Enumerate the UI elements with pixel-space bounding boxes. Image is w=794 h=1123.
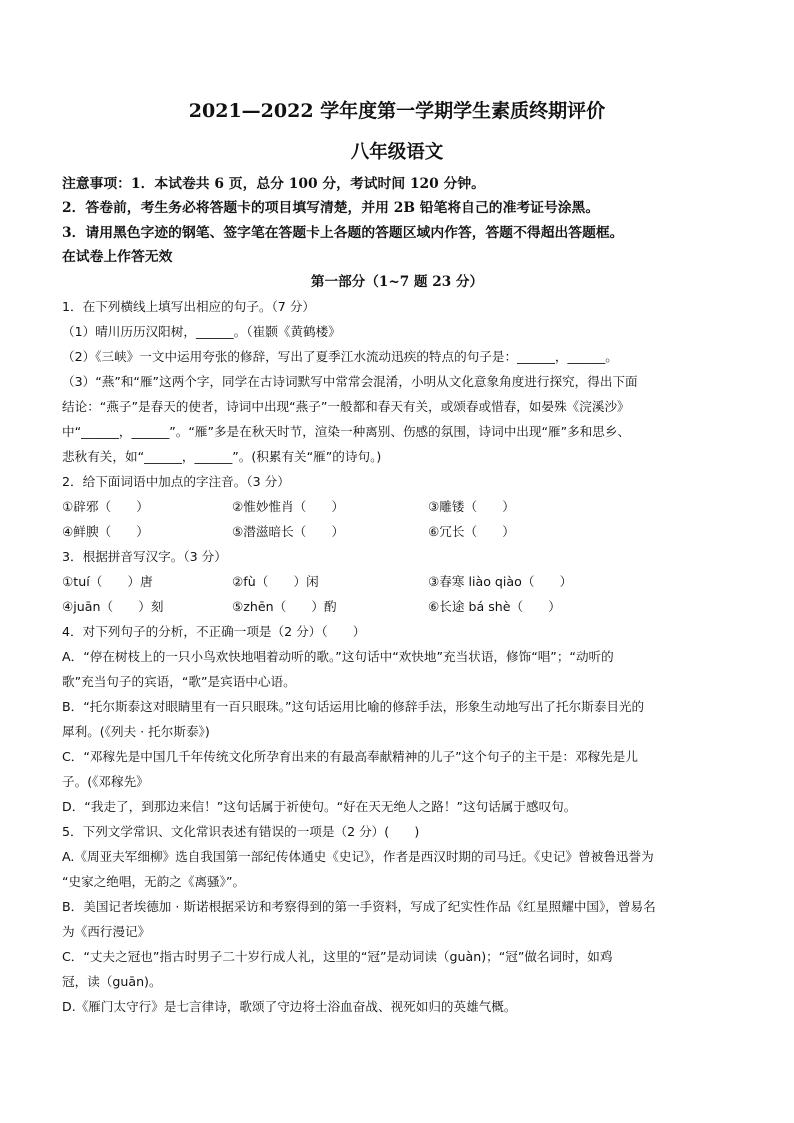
q4-option-a-line2: 歌”充当句子的宾语，“歌”是宾语中心语。	[62, 674, 296, 689]
q2-option: ⑥冗长（ ）	[428, 524, 515, 539]
q3-stem: 3．根据拼音写汉字。（3 分）	[62, 549, 227, 564]
q1-part3-line4: 悲秋有关，如“______，______”。(积累有关“雁”的诗句。)	[62, 449, 382, 464]
q4-option-d: D．“我走了，到那边来信！”这句话属于祈使句。“好在天无绝人之路！”这句话属于感叹句。	[62, 799, 577, 814]
q4-option-b-line1: B．“托尔斯泰这对眼睛里有一百只眼珠。”这句话运用比喻的修辞手法，形象生动地写出了托尔斯泰目光的	[62, 699, 645, 714]
q2-option: ①辟邪（ ）	[62, 499, 149, 514]
notice-line-1: 注意事项：1．本试卷共 6 页，总分 100 分，考试时间 120 分钟。	[62, 176, 485, 192]
notice-line-2: 2．答卷前，考生务必将答题卡的项目填写清楚，并用 2B 铅笔将自己的准考证号涂黑。	[62, 200, 600, 216]
q3-option: ⑤zhēn（ ）酌	[232, 599, 337, 614]
q1-part3-line2: 结论：“燕子”是春天的使者，诗词中出现“燕子”一般都和春天有关，或颂春或惜春，如晏殊《浣溪沙》	[62, 399, 630, 414]
q2-stem: 2．给下面词语中加点的字注音。（3 分）	[62, 474, 290, 489]
section-title: 第一部分（1~7 题 23 分）	[310, 274, 484, 290]
q3-option: ④juān（ ）刻	[62, 599, 164, 614]
q1-part2: （2）《三峡》一文中运用夸张的修辞，写出了夏季江水流动迅疾的特点的句子是：______，______。	[62, 349, 618, 364]
q5-option-a-line2: “史家之绝唱，无韵之《离骚》”。	[62, 874, 246, 889]
q4-option-c-line1: C．“邓稼先是中国几千年传统文化所孕育出来的有最高奉献精神的儿子”这个句子的主干是：邓稼先是儿	[62, 749, 638, 764]
q4-option-c-line2: 子。(《邓稼先》	[62, 774, 149, 789]
q2-option: ②惟妙惟肖（ ）	[232, 499, 345, 514]
q3-option: ③春寒 liào qiào（ ）	[428, 574, 573, 589]
q3-option: ①tuí（ ）唐	[62, 574, 153, 589]
notice-line-4: 在试卷上作答无效	[62, 249, 173, 265]
q5-option-b-line2: 为《西行漫记》	[62, 924, 151, 939]
q5-option-d: D.《雁门太守行》是七言律诗，歌颂了守边将士浴血奋战、视死如归的英雄气概。	[62, 999, 517, 1014]
q1-part3-line3: 中“______，______”。“雁”多是在秋天时节，渲染一种离别、伤感的氛围，诗词中出现“雁”多和思乡、	[62, 424, 631, 439]
q3-option: ⑥长途 bá shè（ ）	[428, 599, 561, 614]
q5-option-c-line1: C．“丈夫之冠也”指古时男子二十岁行成人礼，这里的“冠”是动词读（guàn)；“冠”做名词时，如鸡	[62, 949, 613, 964]
q2-option: ⑤潜滋暗长（ ）	[232, 524, 345, 539]
q1-part1: （1）晴川历历汉阳树，______。（崔颢《黄鹤楼》	[62, 324, 341, 339]
q5-stem: 5．下列文学常识、文化常识表述有错误的一项是（2 分）( )	[62, 824, 420, 839]
q5-option-b-line1: B．美国记者埃德加 · 斯诺根据采访和考察得到的第一手资料，写成了纪实性作品《红星照耀中国》，曾易名	[62, 899, 656, 914]
q4-stem: 4．对下列句子的分析，不正确一项是（2 分）（ ）	[62, 624, 366, 639]
q2-option: ③雕镂（ ）	[428, 499, 515, 514]
q2-option: ④鲜腴（ ）	[62, 524, 149, 539]
q1-stem: 1．在下列横线上填写出相应的句子。（7 分）	[62, 299, 316, 314]
q5-option-c-line2: 冠，读（guān)。	[62, 974, 162, 989]
exam-subject: 八年级语文	[350, 142, 444, 163]
notice-line-3: 3．请用黑色字迹的钢笔、签字笔在答题卡上各题的答题区域内作答，答题不得超出答题框。	[62, 225, 624, 241]
q4-option-a-line1: A．“停在树枝上的一只小鸟欢快地唱着动听的歌。”这句话中“欢快地”充当状语，修饰“唱”；“动听的	[62, 649, 614, 664]
q5-option-a-line1: A.《周亚夫军细柳》选自我国第一部纪传体通史《史记》，作者是西汉时期的司马迁。《史记》曾被鲁迅誉为	[62, 849, 654, 864]
q4-option-b-line2: 犀利。(《列夫 · 托尔斯泰》)	[62, 724, 210, 739]
q1-part3-line1: （3）“燕”和“雁”这两个字，同学在古诗词默写中常常会混淆，小明从文化意象角度进行探究，得出下面	[62, 374, 638, 389]
q3-option: ②fù（ ）闲	[232, 574, 319, 589]
exam-title: 2021—2022 学年度第一学期学生素质终期评价	[188, 100, 606, 122]
